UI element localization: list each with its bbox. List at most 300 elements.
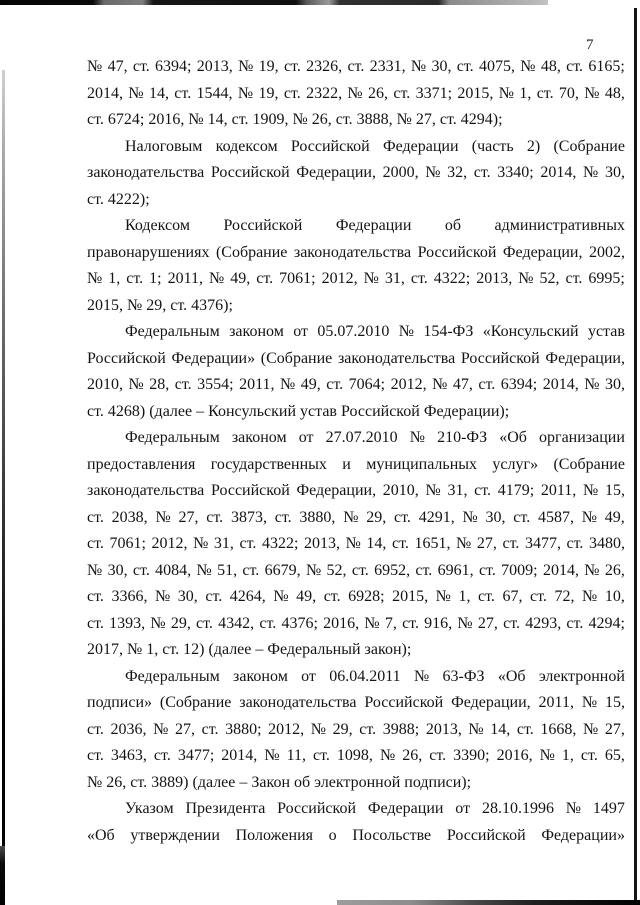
- word: 2): [526, 137, 541, 155]
- word: 14,: [490, 720, 511, 738]
- word: 2013,: [476, 270, 513, 287]
- word: №: [128, 84, 144, 102]
- word: ст.: [274, 508, 292, 526]
- scan-artifact-left-edge: [2, 70, 5, 905]
- word: 29,: [170, 614, 191, 632]
- word: Президента: [185, 800, 266, 817]
- word: 2012,: [151, 535, 188, 552]
- word: 4291,: [418, 508, 455, 526]
- word: ст.: [283, 58, 301, 75]
- word: 28,: [149, 376, 170, 393]
- word: 6928;: [348, 588, 385, 605]
- text-line: [87, 346, 625, 373]
- word: административных: [494, 217, 625, 234]
- word: законодательства: [87, 482, 205, 499]
- word: кодексом: [215, 137, 278, 155]
- word: 2011,: [540, 482, 577, 499]
- word: 154-ФЗ: [423, 323, 474, 340]
- word: №: [413, 667, 430, 685]
- word: ст.: [313, 747, 330, 764]
- word: 1;: [149, 270, 162, 287]
- word: 06.04.2011: [329, 667, 401, 685]
- word: Федеральным: [125, 429, 220, 446]
- word: ст.: [323, 588, 341, 605]
- word: ст.: [87, 508, 104, 526]
- word: ст.: [410, 270, 428, 287]
- word: ст.: [456, 58, 474, 75]
- text-line: 2017, № 1, ст. 12) (далее – Федеральный закон);: [87, 641, 412, 658]
- word: 916,: [424, 614, 453, 632]
- word: 2322,: [306, 84, 343, 102]
- word: 4294;: [588, 614, 625, 632]
- word: 4075,: [478, 58, 515, 75]
- text-line: [87, 240, 625, 267]
- text-line: [87, 505, 625, 532]
- word: 31,: [213, 535, 234, 552]
- word: №: [432, 376, 448, 393]
- word: услуг»: [492, 455, 539, 473]
- scan-artifact-top-edge: [0, 0, 548, 5]
- word: Российской: [277, 800, 357, 817]
- word: №: [468, 720, 484, 738]
- word: 7061;: [109, 535, 146, 552]
- word: 30,: [604, 164, 625, 181]
- word: 210-ФЗ: [437, 429, 488, 446]
- word: (Собрание: [553, 455, 625, 473]
- word: №: [87, 561, 103, 579]
- word: №: [518, 270, 534, 287]
- word: Указом: [125, 800, 174, 817]
- word: №: [583, 720, 599, 738]
- word: 6952,: [374, 561, 411, 579]
- text-line: [87, 796, 625, 823]
- word: ст.: [205, 588, 223, 605]
- word: 67,: [502, 588, 523, 605]
- word: №: [363, 270, 379, 287]
- word: ст.: [126, 270, 144, 287]
- word: ст.: [474, 482, 492, 499]
- word: ст.: [503, 614, 520, 632]
- text-line: [87, 664, 625, 691]
- word: ст.: [516, 720, 534, 738]
- word: электронной: [538, 667, 625, 685]
- word: №: [280, 376, 296, 393]
- word: 27,: [178, 508, 199, 526]
- word: 1,: [561, 747, 574, 764]
- word: 29,: [332, 720, 353, 738]
- word: 3463,: [110, 747, 147, 764]
- word: ст.: [402, 614, 419, 632]
- word: ст.: [259, 614, 277, 632]
- word: 2326,: [306, 58, 343, 75]
- word: №: [193, 535, 209, 552]
- word: Российской: [364, 694, 444, 711]
- word: 30,: [605, 376, 625, 393]
- word: 2010,: [382, 482, 419, 499]
- word: ст.: [132, 561, 150, 579]
- word: ст.: [283, 84, 301, 102]
- word: ст.: [478, 561, 496, 579]
- word: 2012,: [268, 720, 305, 738]
- word: ст.: [359, 720, 377, 738]
- word: 14,: [366, 535, 387, 552]
- word: 31,: [447, 482, 468, 499]
- word: 30,: [107, 561, 128, 579]
- text-line: [87, 319, 625, 346]
- word: правонарушениях: [87, 243, 210, 261]
- word: 3390;: [453, 747, 490, 764]
- word: 27,: [476, 535, 497, 552]
- text-line: [87, 531, 625, 558]
- word: 48,: [540, 58, 561, 75]
- word: №: [583, 482, 599, 499]
- word: Федерации,: [296, 482, 377, 499]
- word: «Об: [499, 429, 527, 446]
- word: №: [425, 482, 441, 499]
- text-line: [87, 213, 625, 240]
- text-line: [87, 584, 625, 611]
- word: №: [456, 535, 472, 552]
- word: 1651,: [414, 535, 451, 552]
- word: 11,: [286, 747, 306, 764]
- text-line: [87, 266, 625, 293]
- word: (Собрание: [260, 349, 333, 367]
- text-line: [87, 425, 625, 452]
- word: Налоговым: [125, 137, 203, 155]
- text-line: [87, 743, 625, 770]
- word: 2016,: [496, 747, 533, 764]
- text-line: [87, 81, 625, 108]
- word: №: [196, 561, 212, 579]
- text-line: [87, 478, 625, 505]
- word: законом: [229, 323, 284, 340]
- word: ст.: [351, 561, 369, 579]
- word: №: [565, 800, 582, 817]
- text-line: ст. 4268) (далее – Консульский устав Российской Федерации);: [87, 402, 510, 420]
- word: №: [581, 508, 598, 526]
- word: 15,: [604, 694, 625, 711]
- word: 2013,: [196, 58, 233, 75]
- word: 2002,: [588, 243, 625, 261]
- word: организации: [539, 429, 625, 446]
- word: «Об: [497, 667, 526, 685]
- word: от: [293, 323, 308, 340]
- word: №: [583, 164, 599, 181]
- word: №: [398, 323, 414, 340]
- word: №: [498, 84, 514, 102]
- text-line: № 26, ст. 3889) (далее – Закон об электронной подписи);: [87, 773, 472, 791]
- word: Федерации,: [502, 243, 583, 261]
- word: Российской: [446, 826, 526, 844]
- text-line: [87, 611, 625, 638]
- word: №: [153, 720, 169, 738]
- word: №: [209, 270, 225, 287]
- word: Федерации: [335, 217, 412, 234]
- word: 7064;: [348, 376, 386, 393]
- word: 2000,: [382, 164, 419, 181]
- word: ст.: [478, 588, 495, 605]
- word: ст.: [429, 747, 447, 764]
- word: Российской: [290, 137, 370, 155]
- word: 1668,: [540, 720, 577, 738]
- scan-artifact-bottom-left-blob: [0, 846, 5, 905]
- word: №: [379, 747, 396, 764]
- word: 1,: [519, 84, 532, 102]
- word: и: [342, 455, 351, 473]
- word: №: [87, 58, 103, 75]
- word: №: [310, 720, 327, 738]
- word: 2010,: [87, 376, 123, 393]
- word: государственных: [210, 455, 327, 473]
- word: 7,: [384, 614, 397, 632]
- word: 3554;: [197, 376, 234, 393]
- word: 2014,: [87, 84, 123, 102]
- text-line: [87, 717, 625, 744]
- word: №: [87, 270, 103, 287]
- word: 49,: [300, 376, 321, 393]
- word: 2012,: [321, 270, 358, 287]
- word: 3988;: [382, 720, 420, 738]
- word: 2015,: [457, 84, 494, 102]
- word: Положения: [235, 826, 313, 844]
- word: 47,: [452, 376, 473, 393]
- word: ст.: [530, 588, 547, 605]
- word: 27,: [174, 720, 195, 738]
- word: №: [154, 588, 171, 605]
- word: №: [345, 535, 361, 552]
- word: 2015,: [392, 588, 429, 605]
- word: №: [343, 508, 359, 526]
- word: ст.: [566, 614, 584, 632]
- word: Посольстве: [352, 826, 432, 844]
- word: №: [155, 508, 171, 526]
- word: 65,: [604, 747, 625, 764]
- word: об: [444, 217, 462, 234]
- word: 4322;: [433, 270, 471, 287]
- word: 15,: [604, 482, 625, 499]
- word: 3340;: [497, 164, 534, 181]
- paragraph: [87, 54, 625, 134]
- word: ст.: [392, 535, 409, 552]
- word: 19,: [258, 58, 279, 75]
- word: 2014,: [540, 164, 577, 181]
- word: ст.: [565, 270, 583, 287]
- word: о: [328, 826, 337, 844]
- word: №: [150, 614, 166, 632]
- word: ст.: [393, 84, 411, 102]
- word: 05.07.2010: [317, 323, 390, 340]
- word: 2038,: [111, 508, 148, 526]
- word: от: [298, 429, 314, 446]
- word: №: [364, 614, 380, 632]
- word: законом: [233, 667, 288, 685]
- word: 48,: [604, 84, 625, 102]
- word: утверждении: [130, 826, 220, 844]
- text-line: [87, 54, 625, 81]
- text-line: [87, 160, 625, 187]
- word: законодательства: [239, 694, 357, 711]
- word: 30,: [431, 58, 452, 75]
- word: муниципальных: [366, 455, 478, 473]
- word: 52,: [539, 270, 560, 287]
- word: ст.: [478, 376, 496, 393]
- word: 63-ФЗ: [442, 667, 485, 685]
- word: (часть: [471, 137, 514, 155]
- word: 27.07.2010: [325, 429, 398, 446]
- word: №: [425, 164, 441, 181]
- word: Кодексом: [125, 217, 190, 234]
- word: 26,: [402, 747, 423, 764]
- word: №: [435, 588, 451, 605]
- word: №: [462, 508, 478, 526]
- word: 6394;: [500, 376, 538, 393]
- word: 4587,: [537, 508, 574, 526]
- word: №: [347, 84, 363, 102]
- page-number: 7: [586, 37, 594, 53]
- word: предоставления: [87, 455, 196, 473]
- word: 2013,: [304, 535, 340, 552]
- word: 1,: [458, 588, 471, 605]
- word: №: [305, 561, 322, 579]
- paragraph: [87, 134, 625, 214]
- word: ст.: [239, 535, 257, 552]
- word: ст.: [326, 376, 344, 393]
- scan-artifact-right-edge: [634, 8, 637, 905]
- word: 2011,: [239, 376, 275, 393]
- word: 4342,: [218, 614, 255, 632]
- word: законом: [231, 429, 287, 446]
- word: (Собрание: [215, 243, 288, 261]
- text-line: [87, 823, 625, 850]
- word: от: [301, 667, 316, 685]
- word: 2013,: [425, 720, 462, 738]
- word: 4179;: [497, 482, 535, 499]
- word: от: [455, 800, 471, 817]
- word: Российской: [210, 482, 290, 499]
- word: 27,: [477, 614, 498, 632]
- word: 2014,: [542, 376, 579, 393]
- text-line: [87, 452, 625, 479]
- word: 4264,: [229, 588, 266, 605]
- word: устав: [587, 323, 625, 340]
- word: 3477,: [524, 535, 561, 552]
- word: 26,: [604, 561, 625, 579]
- word: 4293,: [525, 614, 562, 632]
- word: 2011,: [167, 270, 204, 287]
- word: 6679,: [264, 561, 301, 579]
- word: Федерации: [382, 137, 459, 155]
- word: ст.: [87, 535, 104, 552]
- word: 6394;: [155, 58, 192, 75]
- text-line: 2015, № 29, ст. 4376);: [87, 296, 233, 314]
- word: ст.: [415, 561, 433, 579]
- text-line: [87, 558, 625, 585]
- paragraph: [87, 213, 625, 319]
- word: 14,: [148, 84, 169, 102]
- word: 3366,: [111, 588, 148, 605]
- word: 2036,: [110, 720, 147, 738]
- word: законодательства: [293, 243, 412, 261]
- word: 4376;: [281, 614, 318, 632]
- word: ст.: [473, 164, 491, 181]
- paragraph: [87, 664, 625, 797]
- word: 7009;: [501, 561, 538, 579]
- word: Федерации,: [545, 349, 625, 367]
- word: 2014,: [221, 747, 258, 764]
- word: 26,: [368, 84, 389, 102]
- word: 2012,: [390, 376, 427, 393]
- word: 2011,: [538, 694, 574, 711]
- text-line: ст. 4222);: [87, 190, 150, 208]
- word: №: [584, 84, 600, 102]
- word: 2016,: [323, 614, 360, 632]
- word: (Собрание: [159, 694, 232, 711]
- word: ст.: [196, 614, 213, 632]
- word: Федерации,: [296, 164, 376, 181]
- word: 1497: [592, 800, 625, 817]
- word: 6961,: [437, 561, 474, 579]
- word: №: [584, 561, 600, 579]
- word: ст.: [87, 720, 104, 738]
- word: ст.: [566, 535, 584, 552]
- word: 2331,: [369, 58, 406, 75]
- paragraph: [87, 425, 625, 664]
- word: 6995;: [588, 270, 625, 287]
- word: 4322;: [261, 535, 299, 552]
- paragraph: [87, 319, 625, 425]
- word: ст.: [206, 508, 224, 526]
- word: №: [264, 747, 280, 764]
- word: 1393,: [109, 614, 146, 632]
- paragraph: [87, 796, 625, 849]
- word: законодательства: [337, 349, 456, 367]
- word: ст.: [256, 270, 274, 287]
- word: №: [582, 588, 598, 605]
- word: ст.: [394, 508, 411, 526]
- word: №: [409, 429, 425, 446]
- word: Федерации»: [541, 826, 625, 844]
- word: ст.: [174, 84, 192, 102]
- word: 3477;: [177, 747, 215, 764]
- word: №: [273, 588, 289, 605]
- word: 49,: [296, 588, 317, 605]
- document-text: [87, 54, 625, 849]
- word: №: [581, 694, 598, 711]
- word: ст.: [347, 58, 365, 75]
- word: ст.: [580, 747, 598, 764]
- text-line: ст. 6724; 2016, № 14, ст. 1909, № 26, ст. 3888, № 27, ст. 4294);: [87, 111, 503, 128]
- word: №: [539, 747, 555, 764]
- word: ст.: [513, 508, 531, 526]
- text-line: [87, 372, 625, 399]
- text-line: [87, 134, 625, 161]
- word: ст.: [132, 58, 150, 75]
- word: 30,: [177, 588, 198, 605]
- word: 49,: [230, 270, 251, 287]
- word: №: [238, 58, 254, 75]
- word: Российской: [417, 243, 497, 261]
- word: Российской: [460, 349, 540, 367]
- word: 19,: [258, 84, 279, 102]
- word: 3880,: [299, 508, 336, 526]
- word: 30,: [485, 508, 506, 526]
- word: 2014,: [542, 561, 579, 579]
- word: Федерации: [367, 800, 444, 817]
- word: Российской: [223, 217, 303, 234]
- word: 1098,: [336, 747, 373, 764]
- word: 6165;: [588, 58, 625, 75]
- word: 1544,: [196, 84, 233, 102]
